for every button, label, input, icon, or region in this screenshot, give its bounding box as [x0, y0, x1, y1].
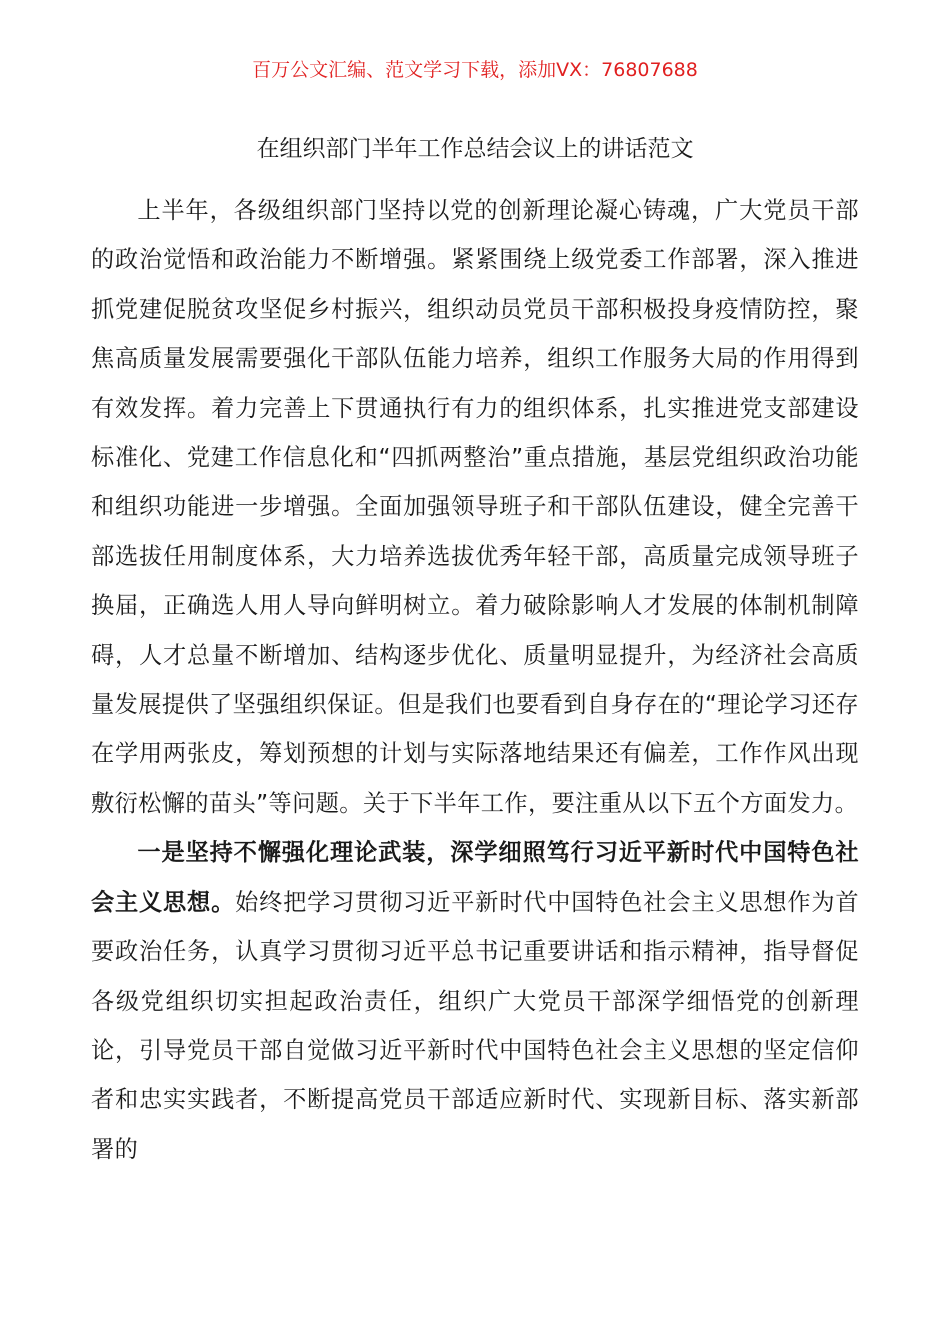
paragraph-lead-heading: 一是坚持不懈强化理论武装，深学细照笃行习近平新时代中国特色社会主义思想。 [91, 839, 859, 916]
paragraph-body-text: 始终把学习贯彻习近平新时代中国特色社会主义思想作为首要政治任务，认真学习贯彻习近平总书记重要讲话和指示精神，指导督促各级党组织切实担起政治责任，组织广大党员干部深学细悟党的创新理论，引导党员干部自觉做习近平新时代中国特色社会主义思想的坚定信仰者和忠实实践者，不断提高党员干部适应新时代、实现新目标、落实新部署的 [91, 888, 859, 1163]
paragraph-intro: 上半年，各级组织部门坚持以党的创新理论凝心铸魂，广大党员干部的政治觉悟和政治能力不断增强。紧紧围绕上级党委工作部署，深入推进抓党建促脱贫攻坚促乡村振兴，组织动员党员干部积极投身疫情防控，聚焦高质量发展需要强化干部队伍能力培养，组织工作服务大局的作用得到有效发挥。着力完善上下贯通执行有力的组织体系，扎实推进党支部建设标准化、党建工作信息化和“四抓两整治”重点措施，基层党组织政治功能和组织功能进一步增强。全面加强领导班子和干部队伍建设，健全完善干部选拔任用制度体系，大力培养选拔优秀年轻干部，高质量完成领导班子换届，正确选人用人导向鲜明树立。着力破除影响人才发展的体制机制障碍，人才总量不断增加、结构逐步优化、质量明显提升，为经济社会高质量发展提供了坚强组织保证。但是我们也要看到自身存在的“理论学习还存在学用两张皮，筹划预想的计划与实际落地结果还有偏差，工作作风出现敷衍松懈的苗头”等问题。关于下半年工作，要注重从以下五个方面发力。 [91, 197, 859, 817]
paragraph-point-one [91, 828, 859, 1174]
document-body [91, 186, 859, 1174]
document-title: 在组织部门半年工作总结会议上的讲话范文 [256, 136, 694, 162]
header-banner: 百万公文汇编、范文学习下载，添加VX：76807688 [252, 59, 698, 81]
